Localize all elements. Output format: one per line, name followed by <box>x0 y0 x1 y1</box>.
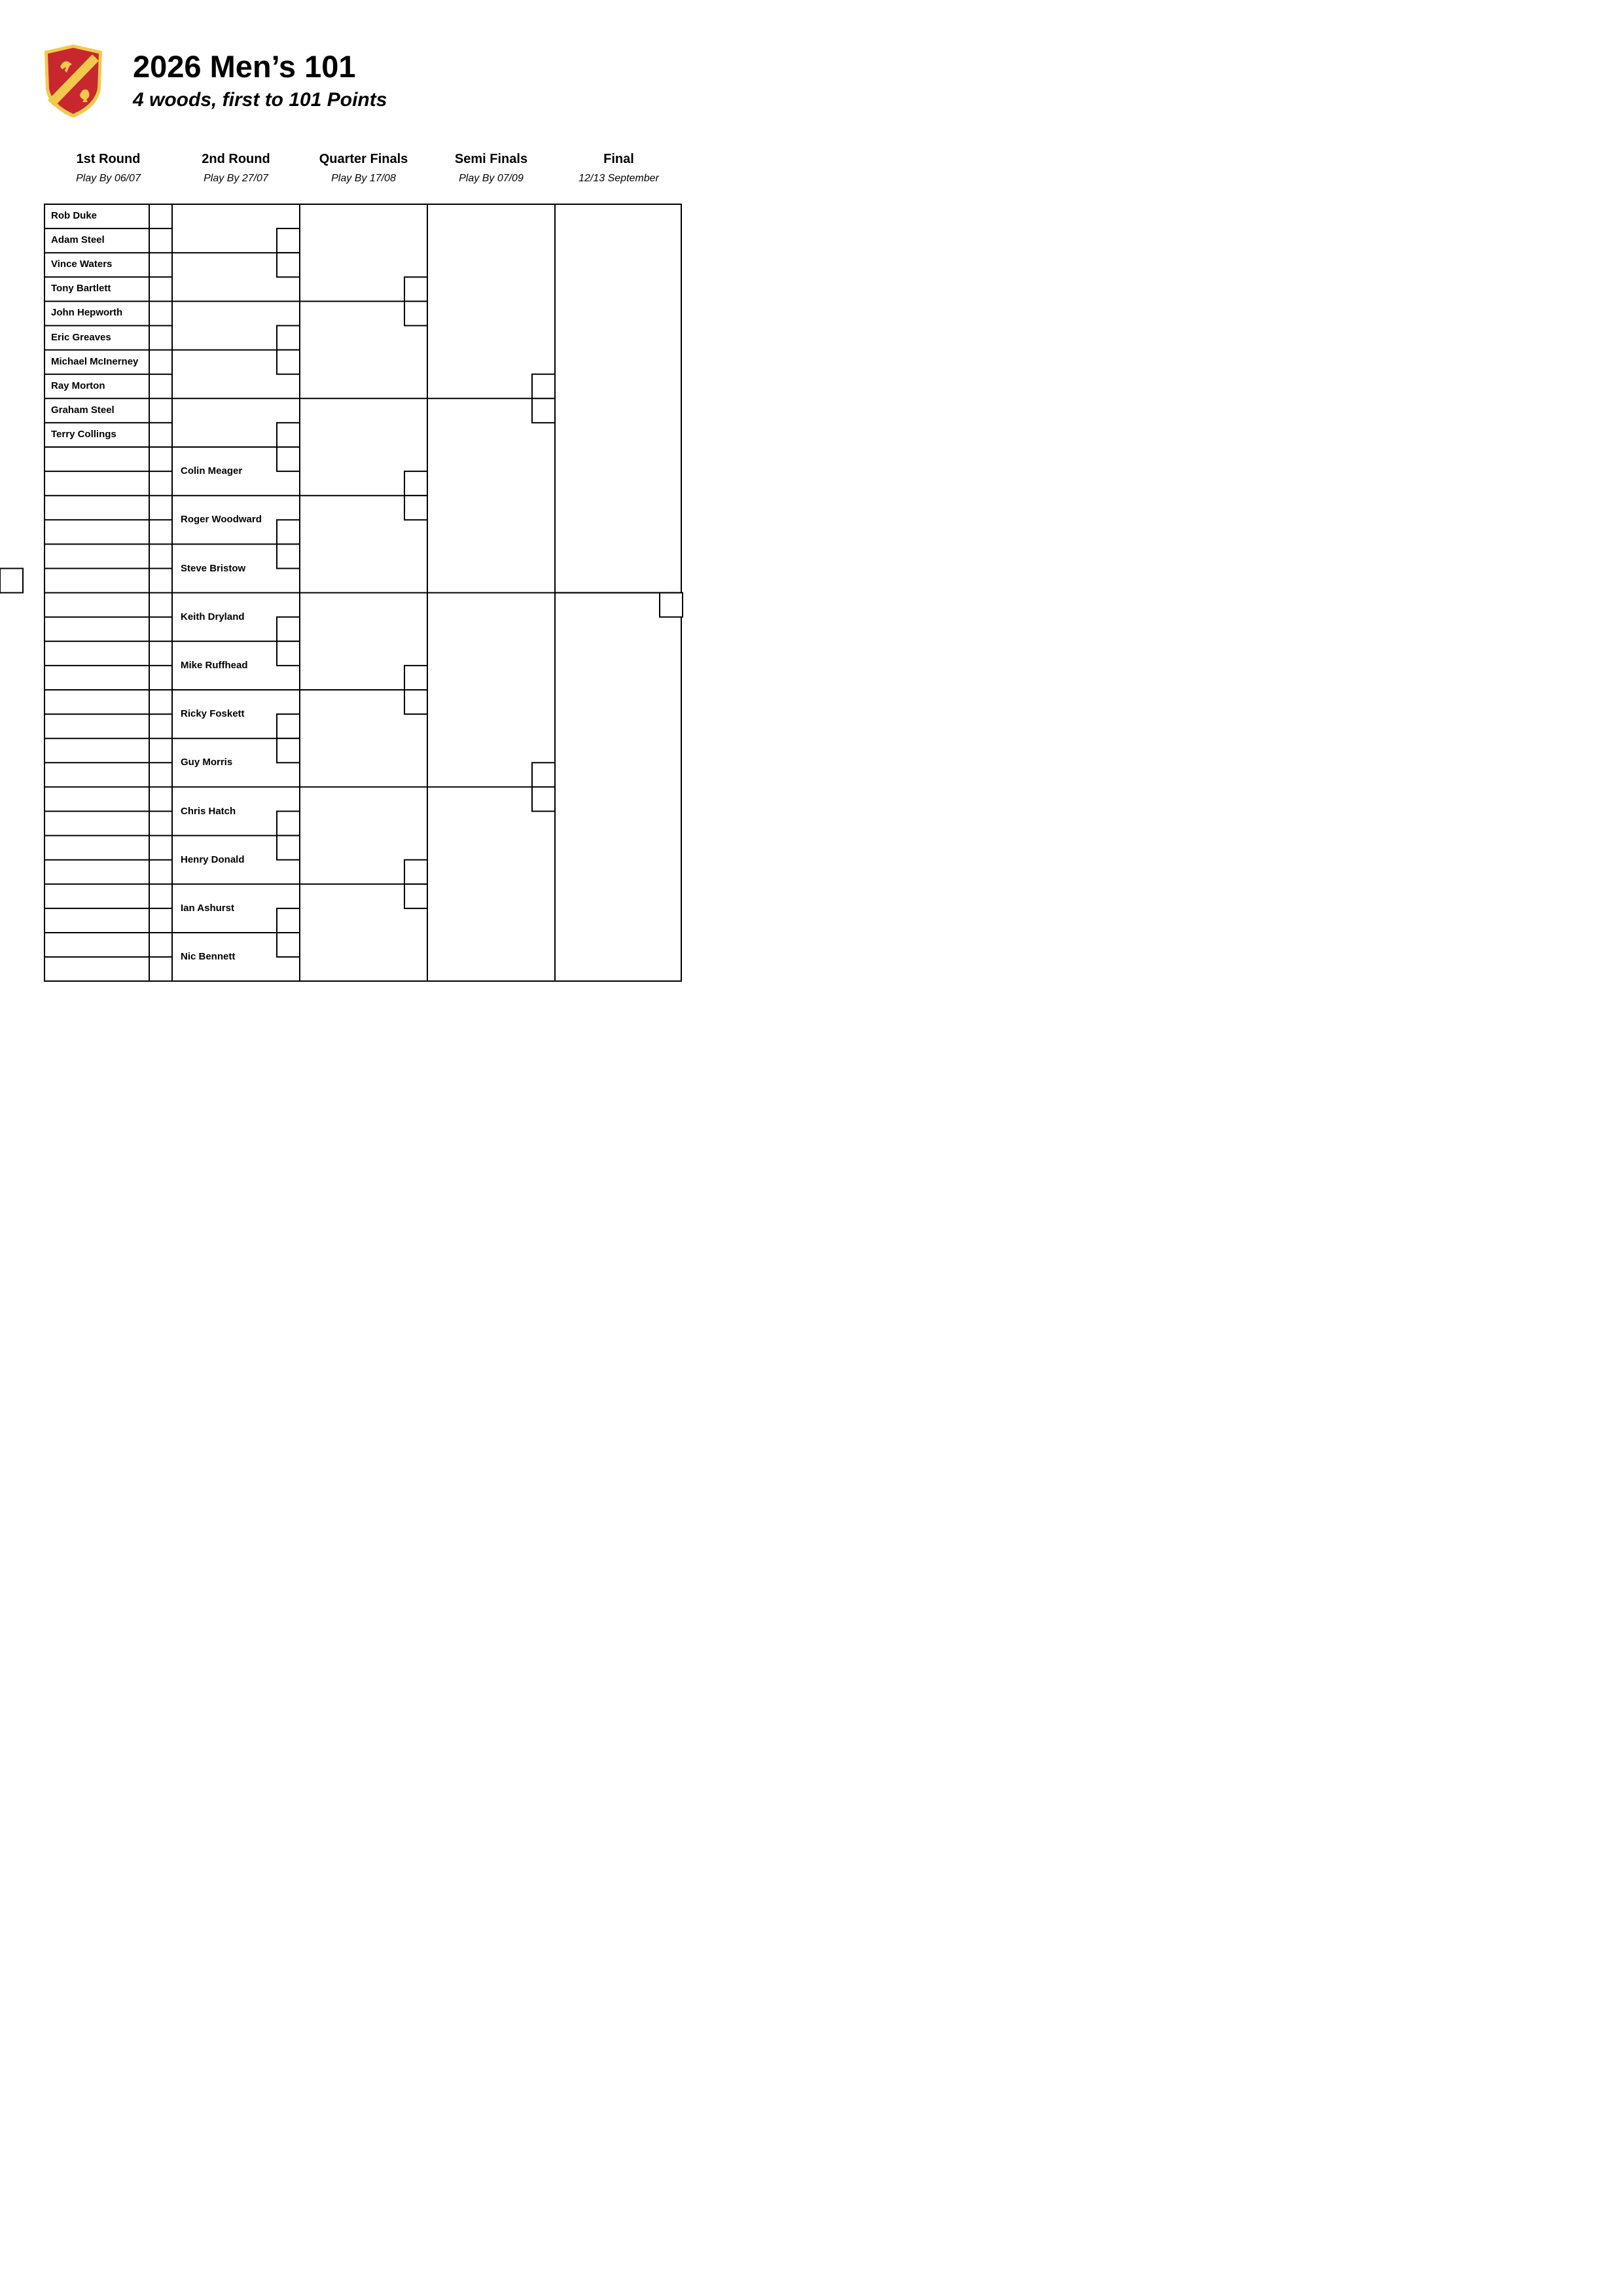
score-box[interactable] <box>532 399 555 423</box>
second-round-player-name[interactable]: Chris Hatch <box>181 805 236 817</box>
first-round-player-name[interactable]: Graham Steel <box>51 404 115 416</box>
score-box[interactable] <box>277 836 300 860</box>
score-box[interactable] <box>404 495 427 520</box>
score-box[interactable] <box>277 738 300 762</box>
round-deadline: Play By 07/09 <box>459 173 524 184</box>
round-name: Semi Finals <box>454 152 528 166</box>
second-round-player-name[interactable]: Keith Dryland <box>181 611 245 622</box>
score-box[interactable] <box>660 593 683 617</box>
score-box[interactable] <box>277 641 300 666</box>
score-box[interactable] <box>277 228 300 253</box>
tournament-bracket <box>0 0 726 1028</box>
score-box[interactable] <box>532 762 555 787</box>
first-round-player-name[interactable]: Eric Greaves <box>51 331 111 343</box>
round-deadline: Play By 17/08 <box>331 173 396 184</box>
first-round-player-name[interactable]: Rob Duke <box>51 210 98 221</box>
score-box[interactable] <box>277 350 300 374</box>
first-round-player-name[interactable]: John Hepworth <box>51 307 123 319</box>
score-box[interactable] <box>404 860 427 884</box>
second-round-player-name[interactable]: Nic Bennett <box>181 951 236 963</box>
score-box[interactable] <box>277 447 300 471</box>
second-round-player-name[interactable]: Roger Woodward <box>181 514 262 526</box>
round-name: 2nd Round <box>202 152 270 166</box>
score-box[interactable] <box>0 569 23 593</box>
score-box[interactable] <box>532 374 555 399</box>
first-round-player-name[interactable]: Tony Bartlett <box>51 283 111 295</box>
round-name: Quarter Finals <box>319 152 408 166</box>
score-box[interactable] <box>277 326 300 350</box>
second-round-player-name[interactable]: Ricky Foskett <box>181 708 245 720</box>
round-deadline: 12/13 September <box>579 173 659 184</box>
round-name: 1st Round <box>76 152 141 166</box>
score-box[interactable] <box>404 301 427 325</box>
score-box[interactable] <box>277 933 300 957</box>
page-subtitle: 4 woods, first to 101 Points <box>133 89 387 111</box>
second-round-player-name[interactable]: Guy Morris <box>181 757 233 768</box>
second-round-player-name[interactable]: Steve Bristow <box>181 562 246 574</box>
score-box[interactable] <box>404 277 427 301</box>
score-box[interactable] <box>277 544 300 568</box>
first-round-player-name[interactable]: Vince Waters <box>51 259 113 270</box>
score-box[interactable] <box>277 908 300 933</box>
page-title: 2026 Men’s 101 <box>133 49 356 84</box>
score-box[interactable] <box>404 666 427 690</box>
first-round-player-name[interactable]: Adam Steel <box>51 234 105 246</box>
round-deadline: Play By 06/07 <box>76 173 141 184</box>
first-round-player-name[interactable]: Michael McInerney <box>51 355 139 367</box>
score-box[interactable] <box>532 787 555 811</box>
second-round-player-name[interactable]: Ian Ashurst <box>181 902 234 914</box>
round-deadline: Play By 27/07 <box>204 173 268 184</box>
score-box[interactable] <box>404 690 427 714</box>
score-box[interactable] <box>404 471 427 495</box>
score-box[interactable] <box>277 617 300 641</box>
score-box[interactable] <box>277 253 300 277</box>
first-round-player-name[interactable]: Terry Collings <box>51 428 116 440</box>
score-box[interactable] <box>277 714 300 738</box>
first-round-player-name[interactable]: Ray Morton <box>51 380 105 391</box>
score-box[interactable] <box>404 884 427 908</box>
second-round-player-name[interactable]: Mike Ruffhead <box>181 659 248 671</box>
second-round-player-name[interactable]: Colin Meager <box>181 465 243 477</box>
score-box[interactable] <box>277 520 300 544</box>
second-round-player-name[interactable]: Henry Donald <box>181 853 245 865</box>
round-name: Final <box>603 152 634 166</box>
score-box[interactable] <box>277 812 300 836</box>
score-box[interactable] <box>277 423 300 447</box>
